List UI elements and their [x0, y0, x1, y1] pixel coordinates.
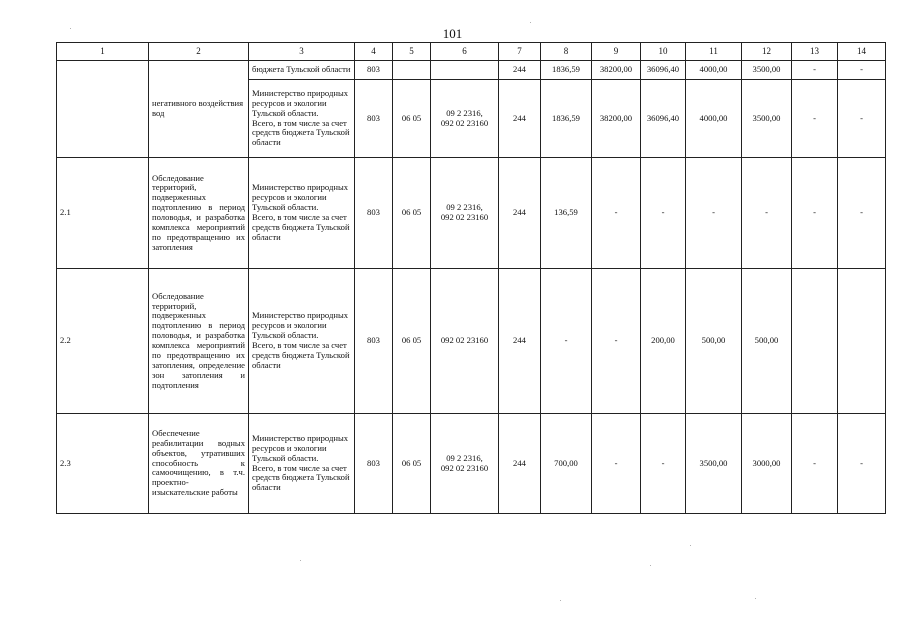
value-cell: 200,00 [641, 269, 686, 414]
scan-speck [755, 598, 756, 599]
page-number: 101 [442, 26, 463, 41]
table-row [57, 269, 886, 414]
code-cell: 803 [355, 414, 393, 514]
header-cell: 2 [149, 43, 249, 61]
value-cell: - [592, 158, 641, 269]
code-cell: 803 [355, 158, 393, 269]
activity-cell: негативного воздействия вод [149, 61, 249, 158]
value-cell: - [541, 269, 592, 414]
code-cell: 244 [499, 414, 541, 514]
value-cell: 1836,59 [541, 61, 592, 80]
value-cell: 500,00 [686, 269, 742, 414]
value-cell: - [838, 61, 886, 80]
row-number-cell: 2.1 [57, 158, 149, 269]
header-cell: 8 [541, 43, 592, 61]
code-cell: 244 [499, 158, 541, 269]
value-cell: - [838, 158, 886, 269]
value-cell [792, 269, 838, 414]
table-row [57, 414, 886, 514]
code-cell: 803 [355, 269, 393, 414]
table-row [57, 61, 886, 80]
value-cell: - [742, 158, 792, 269]
activity-cell: Обследование территорий, подверженных подтоплению в период половодья, и разработка комплекса мероприятий по предотвращению их затопления [149, 158, 249, 269]
value-cell: 136,59 [541, 158, 592, 269]
code-cell: 09 2 2316, 092 02 23160 [431, 414, 499, 514]
row-number-cell [57, 61, 149, 158]
value-cell: 38200,00 [592, 61, 641, 80]
scan-speck [560, 600, 561, 601]
value-cell: 36096,40 [641, 80, 686, 158]
code-cell: 06 05 [393, 158, 431, 269]
code-cell: 803 [355, 80, 393, 158]
value-cell: 38200,00 [592, 80, 641, 158]
value-cell: - [838, 80, 886, 158]
value-cell: 3500,00 [742, 61, 792, 80]
executor-cell: бюджета Тульской области [249, 61, 355, 80]
header-cell: 6 [431, 43, 499, 61]
value-cell: - [792, 414, 838, 514]
scan-speck [690, 545, 691, 546]
code-cell: 09 2 2316, 092 02 23160 [431, 158, 499, 269]
scan-speck [650, 565, 651, 566]
row-number-cell: 2.3 [57, 414, 149, 514]
code-cell: 244 [499, 269, 541, 414]
value-cell: 3500,00 [742, 80, 792, 158]
code-cell: 09 2 2316, 092 02 23160 [431, 80, 499, 158]
value-cell: 3500,00 [686, 414, 742, 514]
header-cell: 10 [641, 43, 686, 61]
header-cell: 13 [792, 43, 838, 61]
code-cell: 06 05 [393, 414, 431, 514]
value-cell: - [592, 269, 641, 414]
value-cell: 3000,00 [742, 414, 792, 514]
code-cell: 06 05 [393, 269, 431, 414]
value-cell: 4000,00 [686, 61, 742, 80]
code-cell: 244 [499, 61, 541, 80]
table-row [57, 158, 886, 269]
value-cell: - [792, 61, 838, 80]
executor-cell: Министерство природных ресурсов и экологии Тульской области. Всего, в том числе за счет средств бюджета Тульской области [249, 414, 355, 514]
code-cell: 092 02 23160 [431, 269, 499, 414]
budget-table [56, 42, 886, 514]
value-cell: - [838, 414, 886, 514]
code-cell [431, 61, 499, 80]
value-cell: 4000,00 [686, 80, 742, 158]
value-cell: 36096,40 [641, 61, 686, 80]
header-cell: 5 [393, 43, 431, 61]
value-cell: - [792, 158, 838, 269]
code-cell: 803 [355, 61, 393, 80]
header-cell: 3 [249, 43, 355, 61]
scan-speck [70, 28, 71, 29]
header-cell: 7 [499, 43, 541, 61]
header-cell: 4 [355, 43, 393, 61]
row-number-cell: 2.2 [57, 269, 149, 414]
value-cell [838, 269, 886, 414]
activity-cell: Обеспечение реабилитации водных объектов, утративших способность к самоочищению, в т.ч. проектно-изыскательские работы [149, 414, 249, 514]
value-cell: 500,00 [742, 269, 792, 414]
code-cell: 244 [499, 80, 541, 158]
value-cell: 700,00 [541, 414, 592, 514]
value-cell: 1836,59 [541, 80, 592, 158]
header-cell: 11 [686, 43, 742, 61]
value-cell: - [641, 414, 686, 514]
scan-speck [300, 560, 301, 561]
value-cell: - [792, 80, 838, 158]
code-cell [393, 61, 431, 80]
executor-cell: Министерство природных ресурсов и экологии Тульской области. Всего, в том числе за счет средств бюджета Тульской области [249, 80, 355, 158]
header-row [57, 43, 886, 61]
value-cell: - [686, 158, 742, 269]
value-cell: - [592, 414, 641, 514]
header-cell: 14 [838, 43, 886, 61]
code-cell: 06 05 [393, 80, 431, 158]
executor-cell: Министерство природных ресурсов и экологии Тульской области. Всего, в том числе за счет средств бюджета Тульской области [249, 158, 355, 269]
scan-speck [530, 22, 531, 23]
header-cell: 9 [592, 43, 641, 61]
header-cell: 1 [57, 43, 149, 61]
value-cell: - [641, 158, 686, 269]
activity-cell: Обследование территорий, подверженных подтоплению в период половодья, и разработка комплекса мероприятий по предотвращению их затопления, определение зон затопления и подтопления [149, 269, 249, 414]
header-cell: 12 [742, 43, 792, 61]
executor-cell: Министерство природных ресурсов и экологии Тульской области. Всего, в том числе за счет средств бюджета Тульской области [249, 269, 355, 414]
